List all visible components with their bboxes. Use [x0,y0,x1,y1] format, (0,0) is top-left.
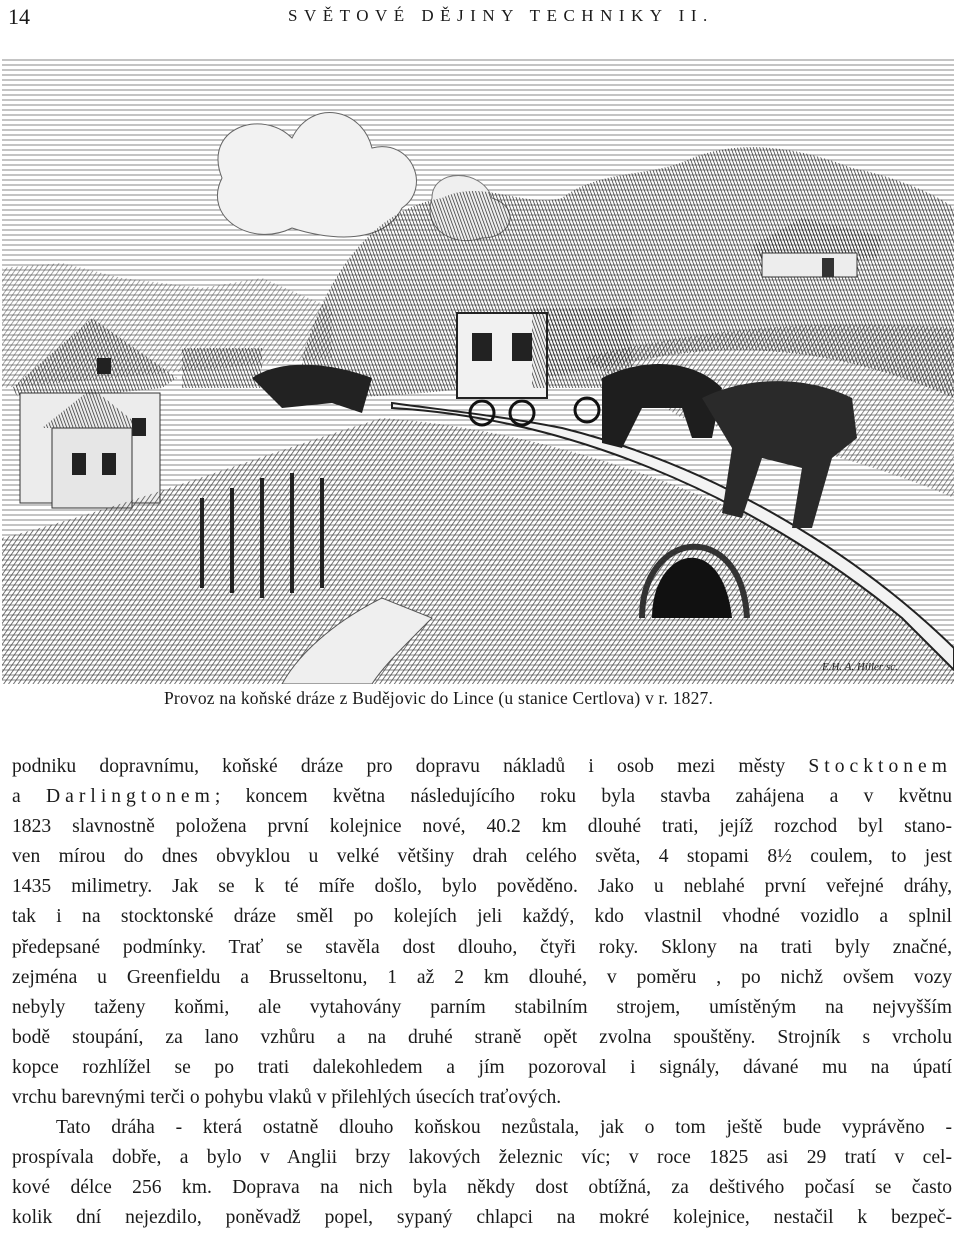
text-line: 1823 slavnostně položena první kolejnice nové, 40.2 km dlouhé trati, jejíž rozchod byl stano- [12,816,952,838]
text-line: zejména u Greenfieldu a Brusseltonu, 1 až 2 km dlouhé, v poměru , po nichž ovšem vozy [12,966,952,988]
engraving-image [2,58,954,684]
engraver-signature-image [821,661,898,673]
text-line: ven mírou do dnes obvyklou u velké většiny drah celého světa, 4 stopami 8½ coulem, to jest [12,846,952,868]
text-line: předepsané podmínky. Trať se stavěla dost dlouho, čtyři roky. Sklony na trati byly značné, [12,936,952,958]
running-title: SVĚTOVÉ DĚJINY TECHNIKY II. [288,6,714,25]
text-line: vrchu barevnými terči o pohybu vlaků v přilehlých úsecích traťových. [12,1087,562,1109]
paragraph [12,1113,952,1233]
text-line: podniku dopravnímu, koňské dráze pro dopravu nákladů i osob mezi městy Stocktonem [12,756,952,777]
text-line: a Darlingtonem; koncem května následujícího roku byla stavba zahájena a v květnu [12,786,952,808]
text-line: prospívala dobře, a bylo v Anglii brzy lakových železnic víc; v roce 1825 asi 29 tratí v cel- [12,1147,952,1169]
page-number: 14 [8,4,30,29]
text-line: kové délce 256 km. Doprava na nich byla někdy dost obtížná, za deštivého počasí se často [12,1177,952,1199]
text-line: bodě stoupání, za lano vzhůru a na druhé straně opět zvolna spouštěny. Strojník s vrcholu [12,1026,952,1048]
figure-caption: Provoz na koňské dráze z Budějovic do Lince (u stanice Certlova) v r. 1827. [164,688,714,708]
body-text [12,752,952,1234]
paragraph [12,752,952,1113]
text-line: kolik dní nejezdilo, poněvadž popel, sypaný chlapci na mokré kolejnice, nestačil k bezpeč- [12,1207,952,1229]
text-line: tak i na stocktonské dráze směl po kolejích jeli každý, kdo vlastnil vhodné vozidlo a splnil [12,906,952,928]
text-line: kopce rozhlížel se po trati dalekohledem a jím pozoroval i signály, dávané mu na úpatí [12,1056,952,1078]
text-line: 1435 milimetry. Jak se k té míře došlo, bylo pověděno. Jako u neblahé první veřejné dráhy, [12,876,952,898]
text-line: nebyly taženy koňmi, ale vytahovány parním stabilním strojem, umístěným na nejvyšším [12,996,952,1018]
engraving-illustration [2,58,954,684]
text-line: Tato dráha - která ostatně dlouho koňskou nezůstala, jak o tom ještě bude vyprávěno - [56,1117,952,1139]
svg-text:E.H. A. Hiller sc.: E.H. A. Hiller sc. [822,661,898,673]
